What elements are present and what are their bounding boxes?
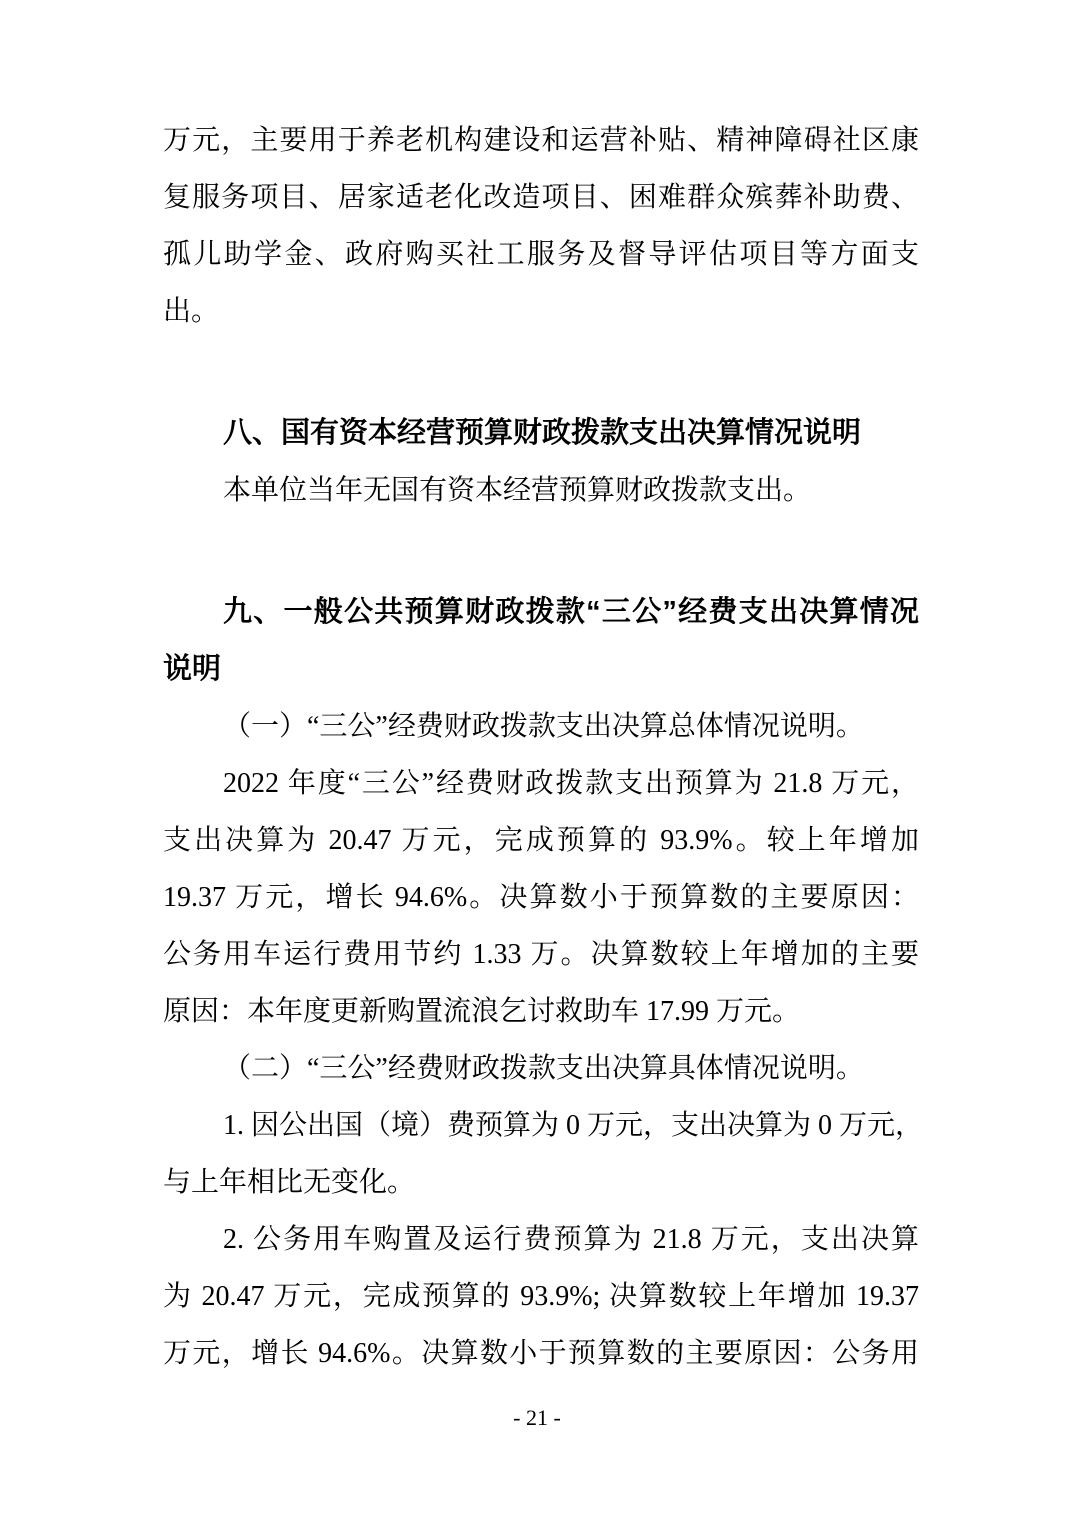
section-9-item-2-sub-1-line-1: 1. 因公出国（境）费预算为 0 万元，支出决算为 0 万元， bbox=[223, 1110, 924, 1141]
section-9-item-2-sub-2-line-1: 2. 公务用车购置及运行费预算为 21.8 万元，支出决算 bbox=[223, 1224, 919, 1255]
page-content bbox=[163, 112, 924, 1382]
section-9-item-2-title: （二）“三公”经费财政拨款支出决算具体情况说明。 bbox=[223, 1053, 864, 1084]
section-9-item-1-line-3: 19.37 万元，增长 94.6%。决算数小于预算数的主要原因： bbox=[163, 882, 919, 913]
section-8-heading: 八、国有资本经营预算财政拨款支出决算情况说明 bbox=[223, 417, 862, 449]
continuation-paragraph-line-1: 万元，主要用于养老机构建设和运营补贴、精神障碍社区康 bbox=[163, 125, 919, 156]
section-8-body: 本单位当年无国有资本经营预算财政拨款支出。 bbox=[223, 475, 812, 506]
page-number: - 21 - bbox=[513, 1405, 561, 1430]
section-9-item-1-title: （一）“三公”经费财政拨款支出决算总体情况说明。 bbox=[223, 711, 864, 742]
section-9-item-2-sub-1-line-2: 与上年相比无变化。 bbox=[163, 1167, 416, 1198]
section-9-item-2-sub-2-line-2: 为 20.47 万元，完成预算的 93.9%; 决算数较上年增加 19.37 bbox=[163, 1281, 919, 1312]
section-9-item-1-line-4: 公务用车运行费用节约 1.33 万。决算数较上年增加的主要 bbox=[163, 939, 919, 970]
continuation-paragraph-line-4: 出。 bbox=[163, 296, 220, 327]
continuation-paragraph-line-2: 复服务项目、居家适老化改造项目、困难群众殡葬补助费、 bbox=[163, 182, 919, 213]
section-9-item-2-sub-2-line-3: 万元，增长 94.6%。决算数小于预算数的主要原因：公务用 bbox=[163, 1338, 919, 1369]
section-9-item-1-line-2: 支出决算为 20.47 万元，完成预算的 93.9%。较上年增加 bbox=[163, 825, 919, 856]
continuation-paragraph-line-3: 孤儿助学金、政府购买社工服务及督导评估项目等方面支 bbox=[163, 239, 919, 270]
section-9-heading-line-2: 说明 bbox=[163, 653, 222, 685]
section-9-item-1-line-1: 2022 年度“三公”经费财政拨款支出预算为 21.8 万元， bbox=[223, 768, 919, 799]
section-9-item-1-line-5: 原因：本年度更新购置流浪乞讨救助车 17.99 万元。 bbox=[163, 996, 801, 1027]
section-9-heading-line-1: 九、一般公共预算财政拨款“三公”经费支出决算情况 bbox=[223, 596, 919, 628]
